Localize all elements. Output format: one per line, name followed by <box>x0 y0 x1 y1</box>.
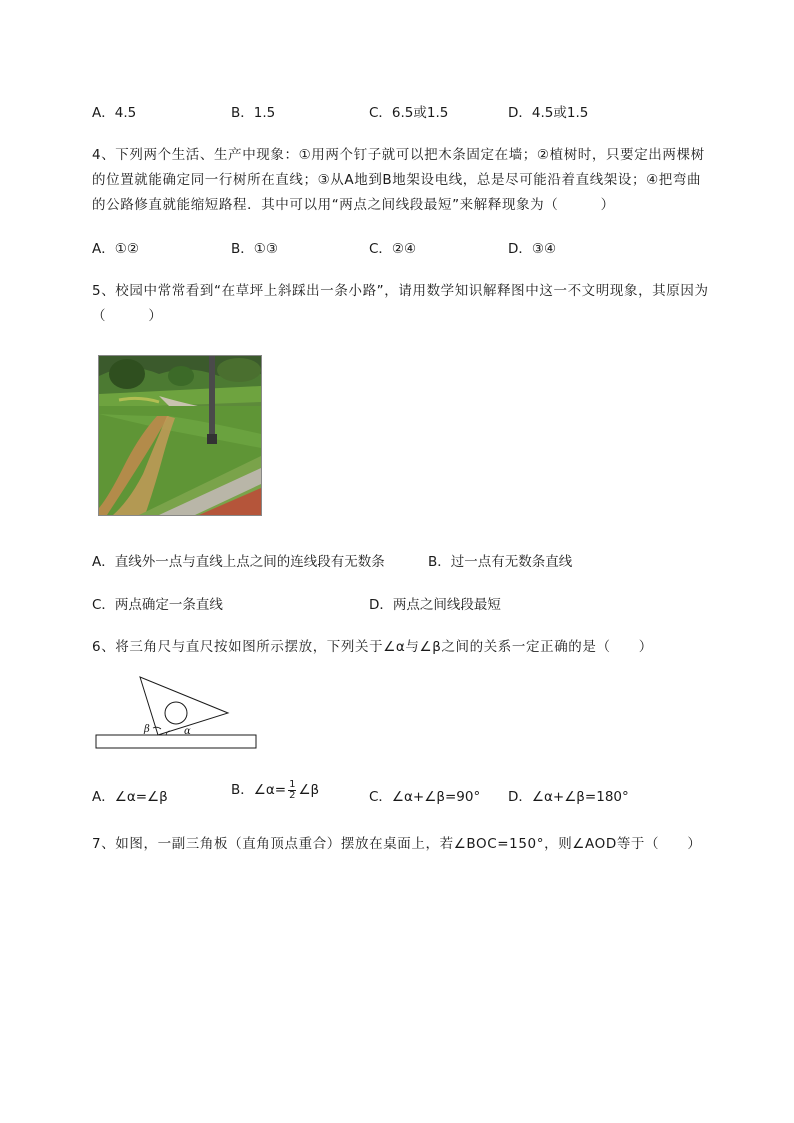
q5-option-c: C．两点确定一条直线 <box>92 597 223 613</box>
ruler-rectangle <box>96 735 256 748</box>
q6-option-b-suffix: ∠β <box>298 782 320 798</box>
q4-option-d: D．③④ <box>508 241 557 257</box>
q5-option-b: B．过一点有无数条直线 <box>428 554 573 570</box>
q6-stem: 6、将三角尺与直尺按如图所示摆放，下列关于∠α与∠β之间的关系一定正确的是（ ） <box>92 639 653 655</box>
q4-option-a: A．①② <box>92 241 139 257</box>
q5-stem-line-2: （ ） <box>92 308 163 324</box>
q4-option-b: B．①③ <box>231 241 278 257</box>
q6-option-d: D．∠α+∠β=180° <box>508 789 629 805</box>
triangle-hole <box>165 702 187 724</box>
q6-option-b-prefix: B．∠α= <box>231 782 287 798</box>
q7-stem: 7、如图，一副三角板（直角顶点重合）摆放在桌面上，若∠BOC=150°，则∠AOD等于（ ） <box>92 836 702 852</box>
triangle-ruler-figure <box>94 674 264 752</box>
q5-option-a: A．直线外一点与直线上点之间的连线段有无数条 <box>92 554 385 570</box>
q3-option-b: B．1.5 <box>231 105 276 121</box>
one-half-fraction <box>288 780 296 801</box>
q5-option-d: D．两点之间线段最短 <box>369 597 501 613</box>
q5-stem-line-1: 5、校园中常常看到“在草坪上斜踩出一条小路”，请用数学知识解释图中这一不文明现象，其原因为 <box>92 283 709 299</box>
q4-stem-line-2: 的位置就能确定同一行树所在直线；③从A地到B地架设电线，总是尽可能沿着直线架设；④把弯曲 <box>92 172 702 188</box>
q3-option-c: C．6.5或1.5 <box>369 105 449 121</box>
beta-label: β <box>144 724 150 735</box>
q6-option-b <box>231 778 319 801</box>
fraction-denominator: 2 <box>289 789 296 801</box>
lawn-path-photo <box>98 355 262 516</box>
q3-option-a: A．4.5 <box>92 105 137 121</box>
q3-option-d: D．4.5或1.5 <box>508 105 589 121</box>
q6-option-c: C．∠α+∠β=90° <box>369 789 481 805</box>
alpha-label: α <box>184 726 191 737</box>
q6-option-a: A．∠α=∠β <box>92 789 168 805</box>
q4-stem-line-3: 的公路修直就能缩短路程．其中可以用“两点之间线段最短”来解释现象为（ ） <box>92 197 615 213</box>
q4-option-c: C．②④ <box>369 241 417 257</box>
q4-stem-line-1: 4、下列两个生活、生产中现象：①用两个钉子就可以把木条固定在墙；②植树时，只要定出两棵树 <box>92 147 705 163</box>
fraction-numerator: 1 <box>289 778 296 790</box>
